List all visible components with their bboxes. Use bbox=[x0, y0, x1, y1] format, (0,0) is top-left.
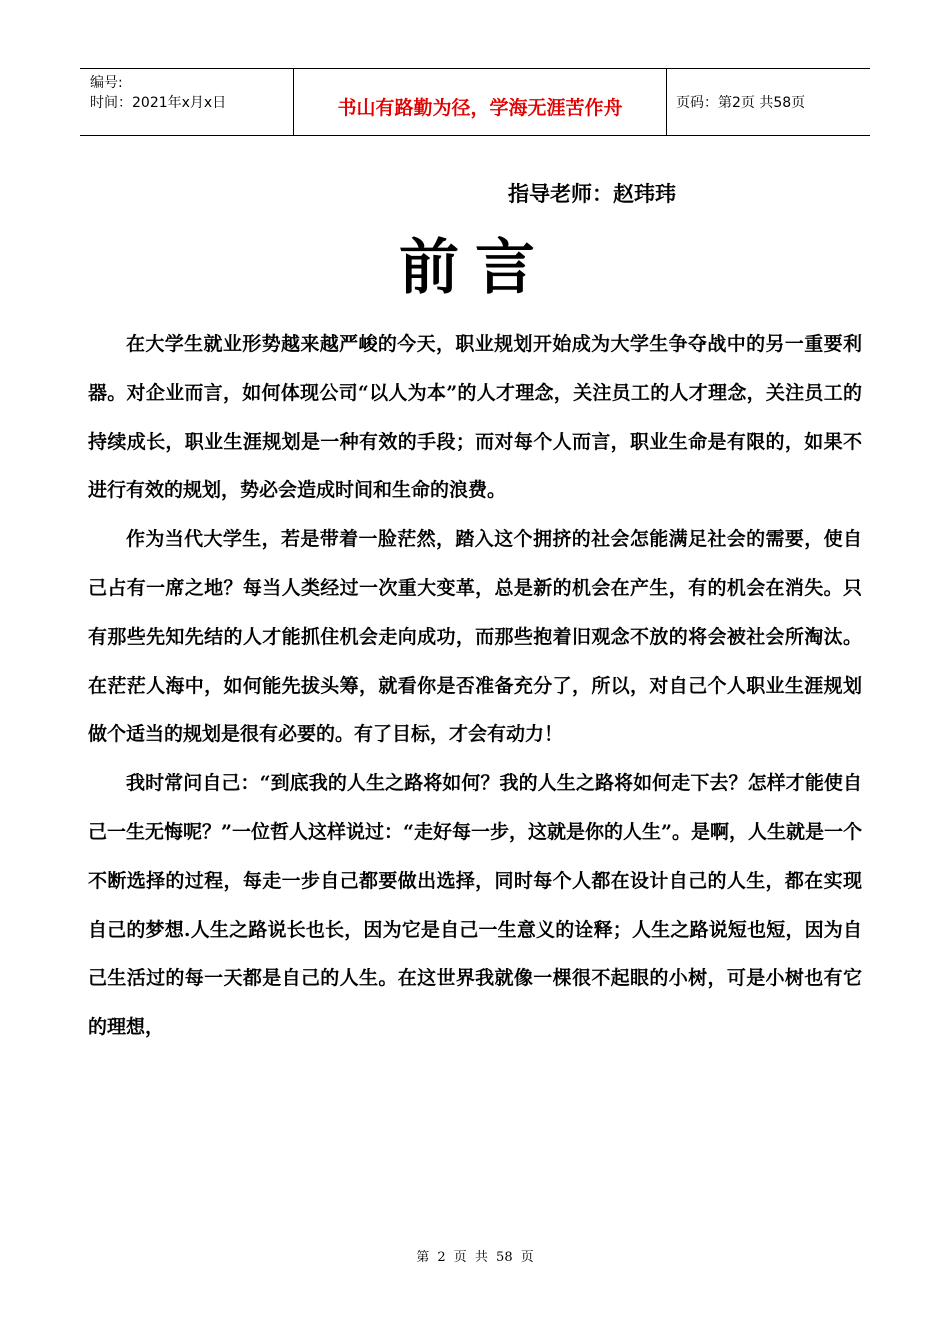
paragraph-2: 作为当代大学生，若是带着一脸茫然，踏入这个拥挤的社会怎能满足社会的需要，使自己占有一席之地？每当人类经过一次重大变革，总是新的机会在产生，有的机会在消失。只有那些先知先结的人才能抓住机会走向成功，而那些抱着旧观念不放的将会被社会所淘汰。在茫茫人海中，如何能先拔头筹，就看你是否准备充分了，所以，对自己个人职业生涯规划做个适当的规划是很有必要的。有了目标，才会有动力！ bbox=[88, 528, 862, 746]
header-meta-cell bbox=[80, 69, 294, 136]
header-motto-cell bbox=[294, 69, 667, 136]
paragraph-3: 我时常问自己：“到底我的人生之路将如何？我的人生之路将如何走下去？怎样才能使自己一生无悔呢？”一位哲人这样说过：“走好每一步，这就是你的人生”。是啊，人生就是一个不断选择的过程，每走一步自己都要做出选择，同时每个人都在设计自己的人生，都在实现自己的梦想.人生之路说长也长，因为它是自己一生意义的诠释；人生之路说短也短，因为自己生活过的每一天都是自己的人生。在这世界我就像一棵很不起眼的小树，可是小树也有它的理想， bbox=[88, 772, 862, 1039]
header-page-cell bbox=[667, 69, 871, 136]
document-header bbox=[80, 68, 870, 136]
advisor-line: 指导老师：赵玮玮 bbox=[508, 182, 676, 206]
page-footer: 第 2 页 共 58 页 bbox=[416, 1250, 534, 1265]
serial-number-label: 编号: bbox=[90, 75, 123, 91]
page-info: 页码：第2页 共58页 bbox=[676, 95, 806, 111]
body-text bbox=[88, 320, 862, 1052]
date-label: 时间：2021年x月x日 bbox=[90, 95, 227, 111]
paragraph-1: 在大学生就业形势越来越严峻的今天，职业规划开始成为大学生争夺战中的另一重要利器。对企业而言，如何体现公司“以人为本”的人才理念，关注员工的人才理念，关注员工的持续成长，职业生涯规划是一种有效的手段；而对每个人而言，职业生命是有限的，如果不进行有效的规划，势必会造成时间和生命的浪费。 bbox=[88, 333, 862, 502]
page-title: 前言 bbox=[399, 233, 551, 303]
motto-text: 书山有路勤为径，学海无涯苦作舟 bbox=[337, 96, 623, 119]
